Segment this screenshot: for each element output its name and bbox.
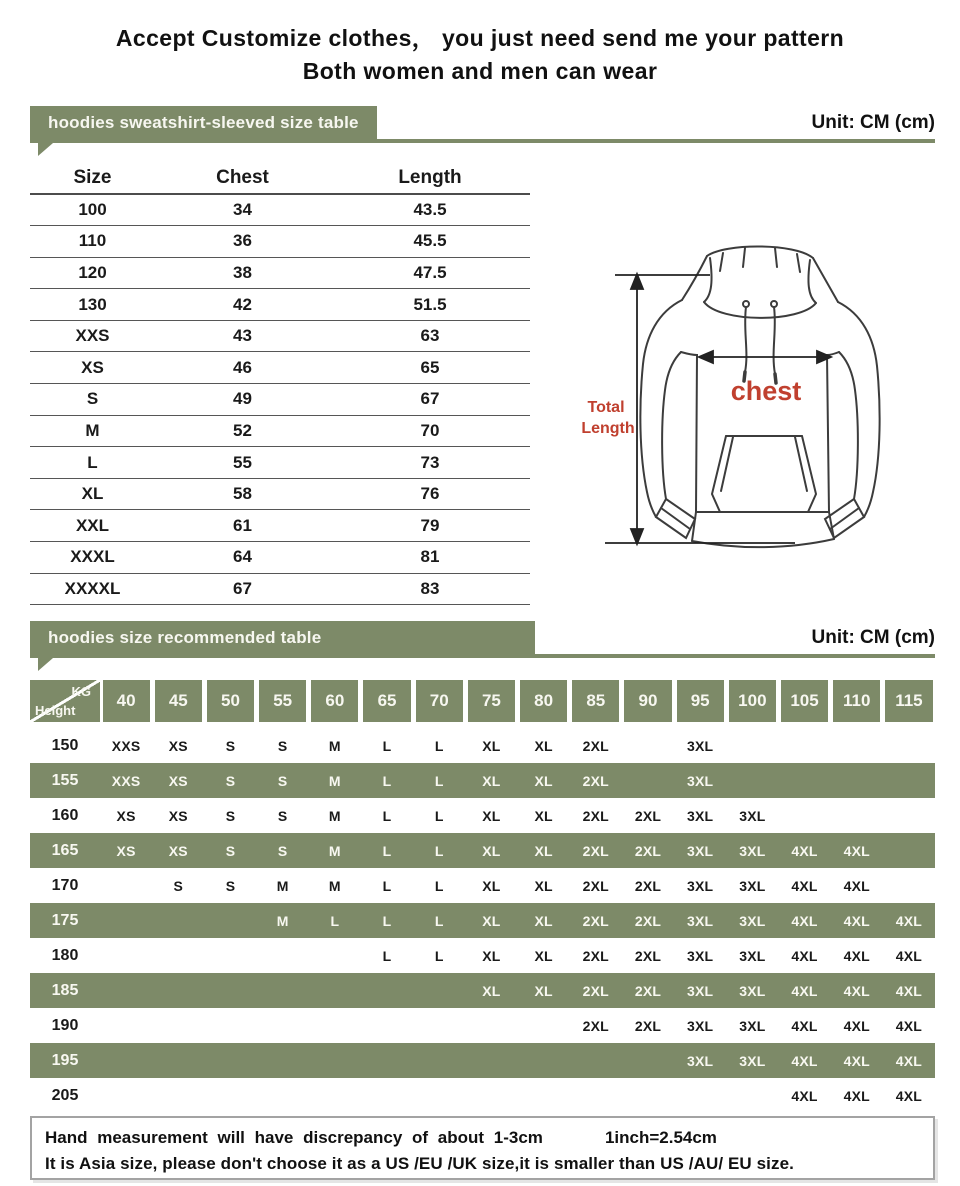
matrix-size-cell: 3XL (687, 807, 714, 824)
matrix-size-cell: 4XL (791, 1087, 818, 1104)
size-table (30, 163, 530, 605)
matrix-size-cell: 4XL (791, 1017, 818, 1034)
size-table-cell: 67 (330, 384, 530, 416)
matrix-size-cell: S (225, 842, 236, 859)
matrix-size-cell: M (328, 877, 341, 894)
size-table-cell: 43 (155, 320, 330, 352)
matrix-size-cell: XXS (111, 772, 141, 789)
matrix-size-cell: 3XL (687, 1052, 714, 1069)
matrix-size-cell: S (277, 737, 288, 754)
matrix-corner-cell (30, 680, 100, 722)
weight-header-cell: 60 (311, 680, 358, 722)
size-table-cell: 81 (330, 542, 530, 574)
matrix-size-cell: XL (482, 877, 501, 894)
weight-header-cell: 90 (624, 680, 671, 722)
size-table-row (30, 478, 530, 510)
matrix-size-cell: 2XL (634, 807, 662, 824)
matrix-size-cell: XS (168, 807, 188, 824)
matrix-size-cell: M (328, 737, 341, 754)
matrix-size-cell: 4XL (895, 1017, 923, 1034)
size-table-cell: 63 (330, 320, 530, 352)
size-table-cell: 61 (155, 510, 330, 542)
matrix-size-cell: L (382, 912, 392, 929)
corner-height-label: Height (35, 703, 76, 718)
size-table-row (30, 542, 530, 574)
matrix-size-cell: 2XL (634, 1017, 662, 1034)
size-table-cell: 65 (330, 352, 530, 384)
size-table-cell: 83 (330, 573, 530, 605)
matrix-size-cell: 4XL (791, 947, 818, 964)
size-table-row (30, 194, 530, 226)
size-table-cell: M (30, 415, 155, 447)
matrix-size-cell: L (434, 947, 444, 964)
matrix-row (30, 1078, 935, 1113)
note-measurement-text: Hand measurement will have discrepancy of about 1-3cm (45, 1128, 543, 1147)
matrix-size-cell: 2XL (634, 947, 662, 964)
chest-label: chest (730, 376, 802, 406)
size-table-row (30, 289, 530, 321)
size-table-cell: 52 (155, 415, 330, 447)
matrix-size-cell: XXS (111, 737, 141, 754)
matrix-size-cell: L (434, 807, 444, 824)
size-table-header-row (30, 163, 530, 194)
matrix-row (30, 868, 935, 903)
size-table-cell: XXXL (30, 542, 155, 574)
matrix-size-cell: 3XL (739, 947, 766, 964)
matrix-size-cell: 3XL (687, 772, 714, 789)
size-table-body (30, 194, 530, 605)
matrix-size-cell: 4XL (843, 842, 870, 859)
section1-banner-label: hoodies sweatshirt-sleeved size table (30, 106, 377, 139)
size-table-cell: 43.5 (330, 194, 530, 226)
matrix-size-cell: S (225, 807, 236, 824)
matrix-size-cell: L (382, 772, 392, 789)
size-table-cell: XS (30, 352, 155, 384)
section2-unit-label: Unit: CM (cm) (811, 627, 935, 648)
matrix-row (30, 763, 935, 798)
size-table-cell: XXS (30, 320, 155, 352)
size-table-row (30, 320, 530, 352)
matrix-size-cell: XL (482, 912, 501, 929)
size-table-row (30, 352, 530, 384)
section1-unit-label: Unit: CM (cm) (811, 112, 935, 133)
matrix-size-cell: 2XL (582, 1017, 609, 1034)
hoodie-measurement-diagram (560, 240, 960, 570)
matrix-size-cell: 4XL (791, 1052, 818, 1069)
matrix-size-cell: L (434, 772, 444, 789)
size-table-cell: 120 (30, 257, 155, 289)
size-table-cell: S (30, 384, 155, 416)
matrix-size-cell: 4XL (791, 912, 818, 929)
matrix-size-cell: 3XL (687, 1017, 714, 1034)
size-table-cell: 64 (155, 542, 330, 574)
matrix-size-cell: XL (482, 737, 501, 754)
height-row-label: 185 (51, 981, 79, 999)
matrix-size-cell: S (277, 842, 288, 859)
matrix-size-cell: 4XL (843, 1052, 870, 1069)
matrix-size-cell: XS (168, 842, 188, 859)
height-row-label: 150 (51, 736, 79, 754)
weight-header-cell: 40 (103, 680, 150, 722)
matrix-size-cell: XL (534, 842, 553, 859)
size-table-cell: 58 (155, 478, 330, 510)
matrix-row (30, 1008, 935, 1043)
matrix-size-cell: 4XL (843, 982, 870, 999)
matrix-size-cell: 4XL (895, 1087, 923, 1104)
size-table-cell: 42 (155, 289, 330, 321)
matrix-size-cell: L (434, 842, 444, 859)
matrix-size-cell: L (382, 737, 392, 754)
size-table-cell: 55 (155, 447, 330, 479)
matrix-size-cell: XL (534, 912, 553, 929)
matrix-size-cell: S (225, 737, 236, 754)
matrix-size-cell: XS (116, 842, 136, 859)
matrix-size-cell: 3XL (687, 912, 714, 929)
matrix-size-cell: L (434, 877, 444, 894)
matrix-size-cell: L (330, 912, 340, 929)
matrix-size-cell: XL (482, 947, 501, 964)
height-row-label: 155 (51, 771, 79, 789)
weight-header-cell: 80 (520, 680, 567, 722)
title-line2: Both women and men can wear (302, 58, 658, 84)
matrix-size-cell: 2XL (582, 737, 609, 754)
size-table-cell: L (30, 447, 155, 479)
size-table-row (30, 415, 530, 447)
matrix-size-cell: XL (534, 737, 553, 754)
matrix-size-cell: 3XL (739, 877, 766, 894)
matrix-size-cell: S (277, 772, 288, 789)
size-table-row (30, 447, 530, 479)
matrix-size-cell: L (382, 947, 392, 964)
weight-header-cell: 75 (468, 680, 515, 722)
matrix-size-cell: XL (534, 877, 553, 894)
matrix-size-cell: 4XL (791, 982, 818, 999)
height-row-label: 160 (51, 806, 79, 824)
matrix-size-cell: XS (168, 737, 188, 754)
weight-header-cell: 85 (572, 680, 619, 722)
title-line1: Accept Customize clothes， you just need send me your pattern (115, 25, 845, 51)
size-recommendation-matrix (30, 680, 935, 1113)
size-table-row (30, 257, 530, 289)
page-title (0, 22, 960, 88)
matrix-size-cell: 4XL (895, 982, 923, 999)
matrix-size-cell: XL (534, 807, 553, 824)
matrix-size-cell: 4XL (895, 1052, 923, 1069)
matrix-size-cell: XL (534, 947, 553, 964)
weight-header-cell: 50 (207, 680, 254, 722)
matrix-size-cell: L (434, 737, 444, 754)
weight-header-cell: 100 (729, 680, 776, 722)
weight-header-cell: 70 (416, 680, 463, 722)
size-table-cell: XXL (30, 510, 155, 542)
matrix-size-cell: 2XL (582, 807, 609, 824)
matrix-size-cell: 2XL (582, 947, 609, 964)
matrix-size-cell: 4XL (843, 912, 870, 929)
note-asia-size-text: It is Asia size, please don't choose it as a US /EU /UK size,it is smaller than US /AU/ EU size. (45, 1154, 794, 1173)
weight-header-cell: 65 (363, 680, 410, 722)
matrix-size-cell: 4XL (791, 877, 818, 894)
matrix-size-cell: S (225, 772, 236, 789)
height-row-label: 205 (51, 1086, 79, 1104)
matrix-size-cell: 2XL (634, 982, 662, 999)
size-table-row (30, 226, 530, 258)
size-table-cell: 34 (155, 194, 330, 226)
size-table-cell: XL (30, 478, 155, 510)
matrix-size-cell: S (173, 877, 184, 894)
matrix-size-cell: 4XL (791, 842, 818, 859)
matrix-size-cell: 3XL (739, 912, 766, 929)
weight-header-cell: 45 (155, 680, 202, 722)
size-table-header-chest: Chest (155, 163, 330, 194)
matrix-row (30, 903, 935, 938)
matrix-size-cell: 3XL (739, 807, 766, 824)
matrix-size-cell: 3XL (739, 1052, 766, 1069)
total-length-label-line2: Length (581, 420, 635, 437)
matrix-row (30, 1043, 935, 1078)
size-table-cell: 110 (30, 226, 155, 258)
weight-header-cell: 95 (677, 680, 724, 722)
size-table-row (30, 384, 530, 416)
matrix-size-cell: L (382, 842, 392, 859)
footer-note (30, 1116, 935, 1180)
matrix-size-cell: XL (482, 842, 501, 859)
matrix-size-cell: 3XL (687, 842, 714, 859)
note-inch-conversion: 1inch=2.54cm (604, 1128, 717, 1147)
matrix-size-cell: 3XL (739, 1017, 766, 1034)
size-table-row (30, 573, 530, 605)
height-row-label: 165 (51, 841, 79, 859)
matrix-size-cell: XS (168, 772, 188, 789)
measurement-arrows (605, 274, 831, 544)
size-table-cell: 47.5 (330, 257, 530, 289)
matrix-row (30, 973, 935, 1008)
matrix-size-cell: 2XL (582, 912, 609, 929)
matrix-size-cell: M (328, 842, 341, 859)
matrix-row (30, 833, 935, 868)
size-table-cell: 67 (155, 573, 330, 605)
size-table-cell: XXXXL (30, 573, 155, 605)
matrix-size-cell: 2XL (582, 877, 609, 894)
weight-header-cell: 105 (781, 680, 828, 722)
matrix-size-cell: 3XL (687, 737, 714, 754)
matrix-header-row (30, 680, 935, 722)
matrix-size-cell: 3XL (687, 947, 714, 964)
matrix-size-cell: 4XL (843, 1087, 870, 1104)
matrix-size-cell: 2XL (634, 912, 662, 929)
section1-banner (30, 106, 935, 143)
matrix-size-cell: XL (482, 772, 501, 789)
height-row-label: 190 (51, 1016, 79, 1034)
matrix-size-cell: 4XL (895, 912, 923, 929)
matrix-size-cell: 4XL (843, 947, 870, 964)
size-table-cell: 46 (155, 352, 330, 384)
size-table-cell: 38 (155, 257, 330, 289)
matrix-size-cell: 4XL (843, 877, 870, 894)
matrix-size-cell: XL (534, 772, 553, 789)
size-table-cell: 45.5 (330, 226, 530, 258)
footer-note-line1 (45, 1125, 920, 1151)
size-table-cell: 79 (330, 510, 530, 542)
matrix-row (30, 728, 935, 763)
size-table-header-length: Length (330, 163, 530, 194)
total-length-label-line1: Total (587, 399, 625, 416)
matrix-size-cell: XL (482, 982, 501, 999)
corner-kg-label: KG (71, 684, 91, 699)
matrix-size-cell: 2XL (634, 877, 662, 894)
matrix-size-cell: M (328, 807, 341, 824)
weight-header-cell: 115 (885, 680, 932, 722)
matrix-size-cell: 3XL (687, 982, 714, 999)
size-table-cell: 73 (330, 447, 530, 479)
matrix-size-cell: 2XL (582, 772, 609, 789)
height-row-label: 195 (51, 1051, 79, 1069)
size-table-cell: 51.5 (330, 289, 530, 321)
matrix-size-cell: 3XL (739, 982, 766, 999)
size-table-cell: 36 (155, 226, 330, 258)
matrix-size-cell: XS (116, 807, 136, 824)
matrix-size-cell: M (328, 772, 341, 789)
size-table-cell: 130 (30, 289, 155, 321)
matrix-size-cell: M (276, 877, 289, 894)
section2-banner-label: hoodies size recommended table (30, 621, 535, 654)
weight-header-cell: 55 (259, 680, 306, 722)
size-table-cell: 76 (330, 478, 530, 510)
matrix-size-cell: M (276, 912, 289, 929)
matrix-size-cell: 2XL (582, 982, 609, 999)
matrix-row (30, 798, 935, 833)
matrix-size-cell: S (225, 877, 236, 894)
matrix-size-cell: 4XL (843, 1017, 870, 1034)
matrix-size-cell: 2XL (582, 842, 609, 859)
matrix-size-cell: S (277, 807, 288, 824)
matrix-size-cell: L (434, 912, 444, 929)
matrix-size-cell: XL (482, 807, 501, 824)
matrix-row (30, 938, 935, 973)
matrix-rows (30, 728, 935, 1113)
matrix-size-cell: 3XL (739, 842, 766, 859)
height-row-label: 170 (51, 876, 79, 894)
matrix-size-cell: 3XL (687, 877, 714, 894)
height-row-label: 175 (51, 911, 79, 929)
size-table-cell: 70 (330, 415, 530, 447)
size-table-row (30, 510, 530, 542)
size-table-cell: 100 (30, 194, 155, 226)
size-table-header-size: Size (30, 163, 155, 194)
section2-banner (30, 621, 935, 658)
height-row-label: 180 (51, 946, 79, 964)
matrix-size-cell: XL (534, 982, 553, 999)
weight-header-cell: 110 (833, 680, 880, 722)
size-table-cell: 49 (155, 384, 330, 416)
matrix-size-cell: 2XL (634, 842, 662, 859)
matrix-size-cell: 4XL (895, 947, 923, 964)
matrix-size-cell: L (382, 877, 392, 894)
matrix-size-cell: L (382, 807, 392, 824)
